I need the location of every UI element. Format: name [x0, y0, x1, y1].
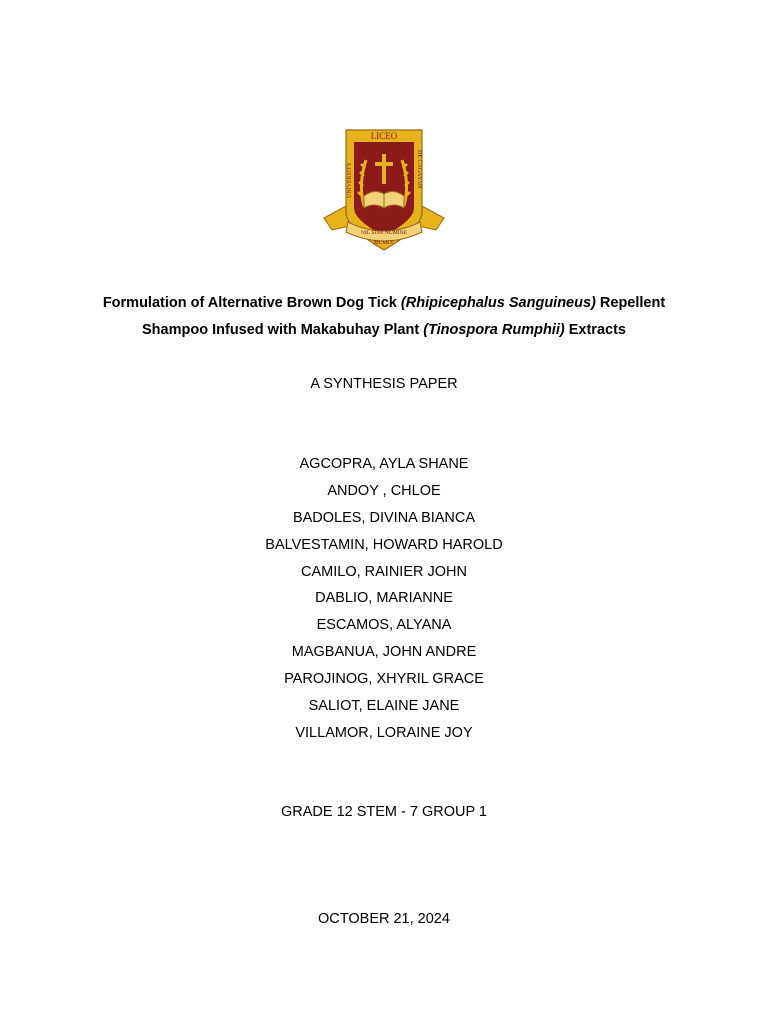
author-name: DABLIO, MARIANNE — [315, 590, 453, 607]
title-line-1-text-a: Formulation of Alternative Brown Dog Tick — [102, 295, 401, 311]
logo-ring-left: UNIVERSITY — [347, 162, 353, 198]
submission-date: OCTOBER 21, 2024 — [318, 911, 450, 927]
author-name: AGCOPRA, AYLA SHANE — [299, 456, 469, 472]
author-name: MAGBANUA, JOHN ANDRE — [291, 644, 477, 661]
logo-year-text: MCMLV — [373, 240, 395, 246]
paper-type: A SYNTHESIS PAPER — [310, 376, 458, 392]
logo-ring-right: DE CAGAYAN — [416, 150, 422, 189]
title-line-2-text-b: Extracts — [564, 322, 626, 338]
author-name: BALVESTAMIN, HOWARD HAROLD — [265, 536, 503, 553]
title-line-2-text-a: Shampoo Infused with Makabuhay Plant — [142, 322, 424, 338]
author-name: ESCAMOS, ALYANA — [316, 617, 452, 634]
grade-section: GRADE 12 STEM - 7 GROUP 1 — [280, 804, 487, 820]
title-line-1 — [40, 290, 728, 317]
title-line-2-scientific-name: (Tinospora Rumphii) — [423, 322, 565, 338]
title-line-2 — [40, 317, 728, 344]
author-name: CAMILO, RAINIER JOHN — [301, 563, 467, 580]
author-list — [0, 453, 768, 749]
author-name: PAROJINOG, XHYRIL GRACE — [284, 671, 484, 688]
university-seal-logo — [318, 126, 450, 256]
paper-title — [40, 290, 728, 344]
author-name: SALIOT, ELAINE JANE — [308, 698, 460, 715]
logo-banner-text: NIL SINE NUMINE — [361, 230, 407, 236]
logo-ring-top: LICEO — [370, 131, 398, 141]
author-name: BADOLES, DIVINA BIANCA — [292, 509, 476, 526]
author-name: VILLAMOR, LORAINE JOY — [295, 724, 473, 741]
title-line-1-text-b: Repellent — [595, 295, 666, 311]
author-name: ANDOY , CHLOE — [327, 482, 441, 499]
title-line-1-scientific-name: (Rhipicephalus Sanguineus) — [400, 295, 596, 311]
